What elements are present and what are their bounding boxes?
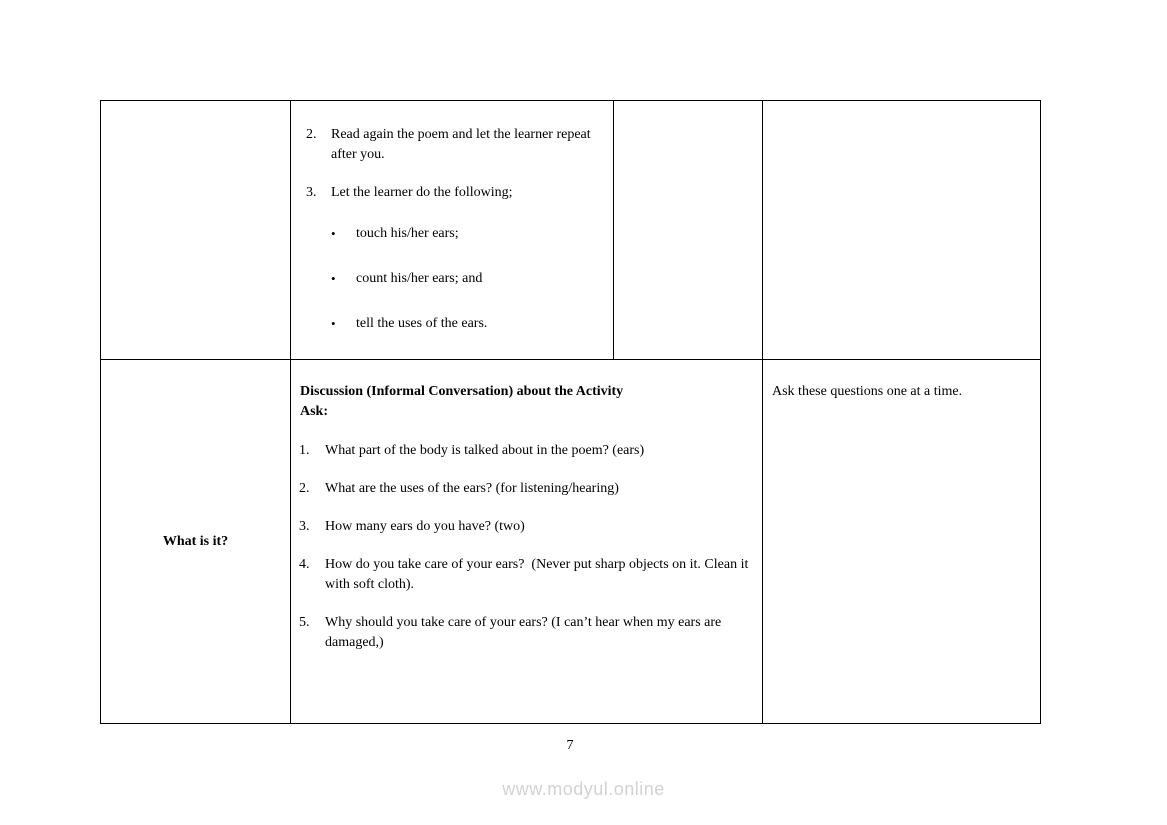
section-label-cell [101, 360, 291, 724]
watermark-text: www.modyul.online [502, 779, 665, 799]
list-item [331, 269, 603, 289]
empty-cell-top-mid [614, 101, 763, 360]
discussion-heading [299, 382, 752, 422]
activity-steps-content [291, 101, 613, 334]
list-item [299, 517, 752, 537]
activity-steps-cell [291, 101, 614, 360]
bullet-icon: • [331, 271, 336, 286]
list-item-number: 2. [306, 127, 317, 142]
list-item [299, 441, 752, 461]
list-item-text: Why should you take care of your ears? (I can’t hear when my ears are damaged,) [325, 615, 725, 650]
list-item-text: Let the learner do the following; [331, 185, 513, 200]
bullet-icon: • [331, 316, 336, 331]
bullet-list [306, 224, 603, 334]
list-item-number: 3. [306, 185, 317, 200]
list-item [331, 314, 603, 334]
list-item [331, 224, 603, 244]
list-item [306, 183, 603, 203]
list-item-number: 2. [299, 481, 310, 496]
list-item [306, 125, 603, 165]
list-item [299, 613, 752, 653]
list-item-text: How many ears do you have? (two) [325, 519, 525, 534]
list-item-number: 3. [299, 519, 310, 534]
teacher-note: Ask these questions one at a time. [772, 384, 963, 399]
list-item [299, 479, 752, 499]
list-item-number: 5. [299, 615, 310, 630]
page-number: 7 [566, 738, 574, 753]
list-item-text: touch his/her ears; [356, 226, 459, 241]
list-item-text: What are the uses of the ears? (for listening/hearing) [325, 481, 619, 496]
teacher-note-cell [763, 360, 1041, 724]
table-row [101, 101, 1041, 360]
discussion-content [291, 360, 762, 653]
empty-cell-top-left [101, 101, 291, 360]
list-item-text: tell the uses of the ears. [356, 316, 488, 331]
bullet-icon: • [331, 226, 336, 241]
list-item [299, 555, 752, 595]
list-item-text: How do you take care of your ears? (Never put sharp objects on it. Clean it with soft cloth). [325, 557, 752, 592]
list-item-text: count his/her ears; and [356, 271, 483, 286]
list-item-number: 4. [299, 557, 310, 572]
lesson-plan-table [100, 100, 1041, 724]
discussion-cell [291, 360, 763, 724]
list-item-text: What part of the body is talked about in the poem? (ears) [325, 443, 645, 458]
table-row [101, 360, 1041, 724]
discussion-heading-line1: Discussion (Informal Conversation) about the Activity [300, 384, 624, 399]
discussion-heading-line2: Ask: [300, 404, 329, 419]
empty-cell-top-right [763, 101, 1041, 360]
list-item-number: 1. [299, 443, 310, 458]
section-label: What is it? [162, 533, 229, 549]
list-item-text: Read again the poem and let the learner repeat after you. [331, 127, 591, 162]
